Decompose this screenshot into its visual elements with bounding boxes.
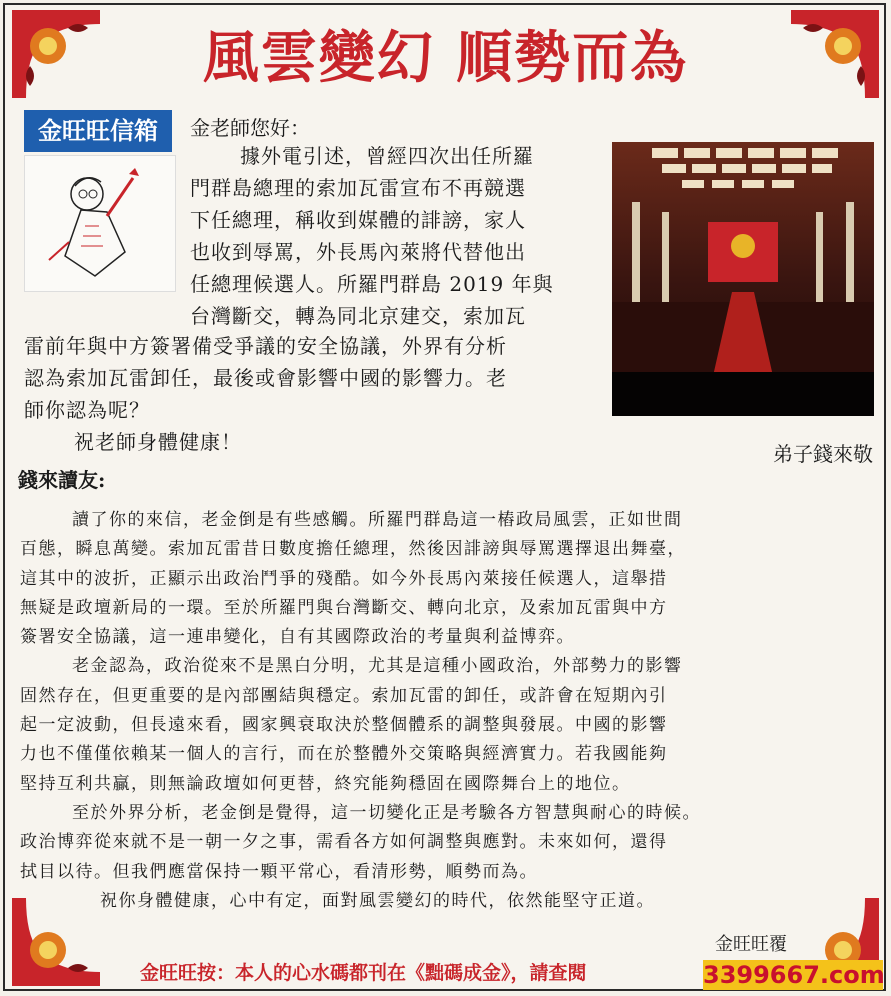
letter-line: 也收到辱罵，外長馬內萊將代替他出 <box>190 240 526 264</box>
reply-closing: 祝你身體健康，心中有定，面對風雲變幻的時代，依然能堅守正道。 <box>100 890 655 911</box>
letter-line: 台灣斷交，轉為同北京建交，索加瓦 <box>190 304 526 328</box>
reply-line: 力也不僅僅依賴某一個人的言行，而在於整體外交策略與經濟實力。若我國能夠 <box>20 744 668 765</box>
reply-line: 起一定波動，但長遠來看，國家興衰取決於整個體系的調整與發展。中國的影響 <box>20 715 668 736</box>
reply-line: 政治博弈從來就不是一朝一夕之事，需看各方如何調整與應對。未來如何，還得 <box>20 832 668 853</box>
reply-line: 堅持互利共贏，則無論政壇如何更替，終究能夠穩固在國際舞台上的地位。 <box>20 773 631 794</box>
letter-closing: 祝老師身體健康！ <box>74 430 242 454</box>
reply-body <box>20 506 872 916</box>
footer-note: 金旺旺按：本人的心水碼都刊在《黜碼成金》，請查閱 <box>140 962 587 984</box>
letter-line: 認為索加瓦雷卸任，最後或會影響中國的影響力。老 <box>24 366 507 390</box>
letter-line: 師你認為呢？ <box>24 398 150 422</box>
reply-line: 簽署安全協議，這一連串變化，自有其國際政治的考量與利益博弈。 <box>20 627 575 648</box>
reply-line: 老金認為，政治從來不是黑白分明，尤其是這種小國政治，外部勢力的影響 <box>72 656 683 677</box>
letter-line: 下任總理，稱收到媒體的誹謗，家人 <box>190 208 526 232</box>
reply-line: 拭目以待。但我們應當保持一顆平常心，看清形勢，順勢而為。 <box>20 861 538 882</box>
teacher-cartoon-illustration <box>24 155 176 292</box>
letter-body-narrow <box>190 140 600 332</box>
headline: 風雲變幻 順勢而為 <box>202 26 689 91</box>
reply-greeting: 錢來讀友: <box>18 468 106 492</box>
letter-body-wide <box>24 330 594 458</box>
reply-line: 無疑是政壇新局的一環。至於所羅門與台灣斷交、轉向北京，及索加瓦雷與中方 <box>20 597 668 618</box>
reply-line: 固然存在，但更重要的是內部團結與穩定。索加瓦雷的卸任，或許會在短期內引 <box>20 685 668 706</box>
letter-salutation: 金老師您好： <box>190 116 310 140</box>
column-badge: 金旺旺信箱 <box>24 110 172 152</box>
letter-line: 雷前年與中方簽署備受爭議的安全協議，外界有分析 <box>24 334 507 358</box>
reply-line: 讀了你的來信，老金倒是有些感觸。所羅門群島這一樁政局風雲，正如世間 <box>72 510 683 530</box>
reply-signature: 金旺旺覆 <box>715 934 787 955</box>
assembly-hall-photo <box>612 142 874 416</box>
letter-signer: 弟子錢來敬 <box>773 442 873 466</box>
reply-line: 這其中的波折，正顯示出政治鬥爭的殘酷。如今外長馬內萊接任候選人，這舉措 <box>20 568 668 589</box>
letter-line: 門群島總理的索加瓦雷宣布不再競選 <box>190 176 526 200</box>
reply-line: 百態，瞬息萬變。索加瓦雷昔日數度擔任總理，然後因誹謗與辱罵選擇退出舞臺， <box>20 539 686 560</box>
site-watermark: 3399667.com <box>703 961 885 989</box>
reply-line: 至於外界分析，老金倒是覺得，這一切變化正是考驗各方智慧與耐心的時候。 <box>72 802 701 823</box>
letter-line: 據外電引述，曾經四次出任所羅 <box>240 144 534 168</box>
letter-line: 任總理候選人。所羅門群島 2019 年與 <box>190 272 554 296</box>
